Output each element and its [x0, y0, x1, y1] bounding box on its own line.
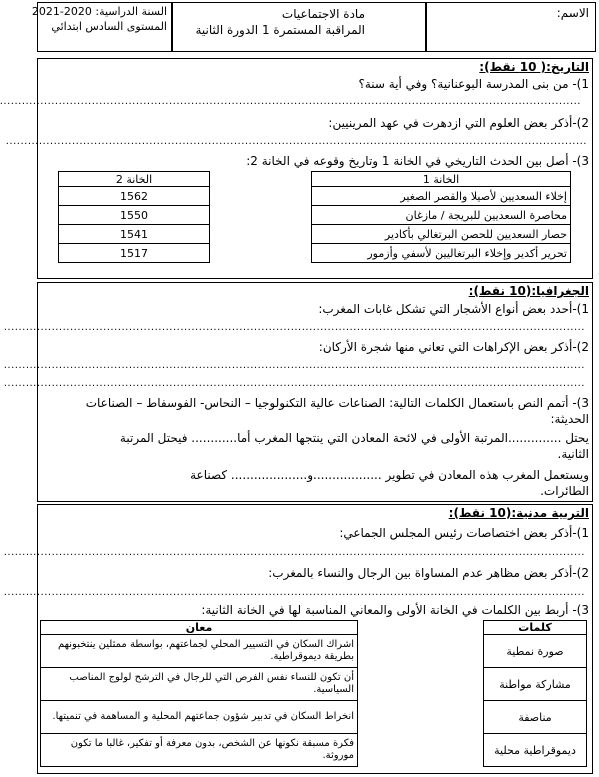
name-label: الاسم:	[556, 6, 589, 20]
year-cell: 1517	[59, 244, 210, 263]
table-header-row	[484, 621, 587, 635]
table-row	[59, 206, 210, 225]
table-header-row	[41, 621, 358, 635]
table-row	[312, 244, 571, 263]
answer-line[interactable]: ..............................................................................................................................................................	[3, 322, 585, 333]
event-cell: حصار السعديين للحصن البرتغالي بأكادير	[312, 225, 571, 244]
table-row	[59, 225, 210, 244]
answer-line[interactable]: ..............................................................................................................................................................	[0, 96, 581, 107]
table-row	[41, 635, 358, 668]
word-cell: مناصفة	[484, 701, 587, 734]
history-q1: 1)- من بنى المدرسة البوعنانية؟ وفي أية سنة؟	[358, 77, 589, 91]
meaning-cell: فكرة مسبقة نكونها عن الشخص، بدون معرفة أو تفكير، غالبا ما تكون موروثة.	[41, 734, 358, 767]
meanings-table	[40, 620, 358, 767]
answer-line[interactable]: ..............................................................................................................................................................	[3, 378, 585, 389]
subject-box	[172, 2, 426, 52]
meaning-cell: اشراك السكان في التسيير المحلي لجماعتهم، بواسطة ممثلين ينتخبونهم بطريقة ديموقراطية.	[41, 635, 358, 668]
table-header-row	[59, 172, 210, 187]
meaning-cell: أن تكون للنساء نفس الفرص التي للرجال في الترشح لولوج المناصب السياسية.	[41, 668, 358, 701]
history-q2: 2)-أذكر بعض العلوم التي ازدهرت في عهد المرينيين:	[328, 116, 589, 130]
table-row	[41, 668, 358, 701]
answer-line[interactable]: ..............................................................................................................................................................	[3, 587, 585, 598]
meanings-header: معان	[41, 621, 358, 635]
word-cell: مشاركة مواطنة	[484, 668, 587, 701]
civics-q3: 3)- أربط بين الكلمات في الخانة الأولى والمعاني المناسبة لها في الخانة الثانية:	[201, 603, 589, 617]
table-row	[41, 734, 358, 767]
civics-q1: 1)-أذكر بعض اختصاصات رئيس المجلس الجماعي:	[339, 526, 589, 540]
table-header-row	[312, 172, 571, 187]
fill-text-line4: الطائرات.	[540, 484, 589, 498]
words-table	[483, 620, 587, 767]
table-row	[484, 668, 587, 701]
school-year: السنة الدراسية: 2020-2021	[31, 5, 167, 18]
history-q3: 3)- أصل بين الحدث التاريخي في الخانة 1 وتاريخ وقوعه في الخانة 2:	[246, 154, 589, 168]
answer-line[interactable]: ..............................................................................................................................................................	[3, 547, 585, 558]
table-row	[484, 635, 587, 668]
civics-title: التربية مدنية:(10 نقط):	[448, 506, 589, 520]
events-table	[311, 171, 571, 263]
answer-line[interactable]: ..............................................................................................................................................................	[3, 360, 585, 371]
fill-text-line3: ويستعمل المغرب هذه المعادن في تطوير ..................و.................... كصناعة	[190, 468, 589, 482]
exam-title: المراقبة المستمرة 1 الدورة الثانية	[195, 23, 365, 37]
event-cell: محاصرة السعديين للبريجة / مازغان	[312, 206, 571, 225]
table-row	[312, 225, 571, 244]
word-cell: ديموقراطية محلية	[484, 734, 587, 767]
year-cell: 1562	[59, 187, 210, 206]
meaning-cell: انخراط السكان في تدبير شؤون جماعتهم المحلية و المساهمة في تنميتها.	[41, 701, 358, 734]
table-row	[312, 206, 571, 225]
words-header: كلمات	[484, 621, 587, 635]
answer-line[interactable]: ..............................................................................................................................................................	[5, 136, 587, 147]
history-title: التاريخ:( 10 نقط):	[479, 60, 589, 74]
table-row	[484, 734, 587, 767]
name-box	[426, 2, 596, 52]
col1-header: الخانة 1	[312, 172, 571, 187]
word-cell: صورة نمطية	[484, 635, 587, 668]
col2-header: الخانة 2	[59, 172, 210, 187]
year-box	[31, 2, 172, 52]
level: المستوى السادس ابتدائي	[51, 20, 167, 33]
year-cell: 1541	[59, 225, 210, 244]
event-cell: إخلاء السعديين لأصيلا والقصر الصغير	[312, 187, 571, 206]
fill-text-line1: يحتل ..............المرتبة الأولى في لائحة المعادن التي ينتجها المغرب أما............ فيحتل المرتبة	[119, 431, 589, 445]
geography-q1: 1)-أحدد بعض أنواع الأشجار التي تشكل غابات المغرب:	[318, 302, 589, 316]
table-row	[484, 701, 587, 734]
subject-title: مادة الاجتماعيات	[281, 7, 365, 21]
year-cell: 1550	[59, 206, 210, 225]
table-row	[59, 244, 210, 263]
geography-title: الجغرافيا:(10 نقط):	[468, 284, 589, 298]
geography-q3: 3)- أتمم النص باستعمال الكلمات التالية: الصناعات عالية التكنولوجيا – النحاس- الفوسفاط – الصناعات	[85, 396, 589, 410]
civics-q2: 2)-أذكر بعض مظاهر عدم المساواة بين الرجال والنساء بالمغرب:	[268, 566, 589, 580]
geography-q2: 2)-أذكر بعض الإكراهات التي تعاني منها شجرة الأركان:	[318, 340, 589, 354]
table-row	[41, 701, 358, 734]
years-table	[58, 171, 210, 263]
event-cell: تحرير أكدير وإخلاء البرتغاليين لأسفي وأزمور	[312, 244, 571, 263]
geography-q3-cont: الحديثة:	[550, 412, 589, 426]
fill-text-line2: الثانية.	[557, 447, 589, 461]
table-row	[59, 187, 210, 206]
table-row	[312, 187, 571, 206]
